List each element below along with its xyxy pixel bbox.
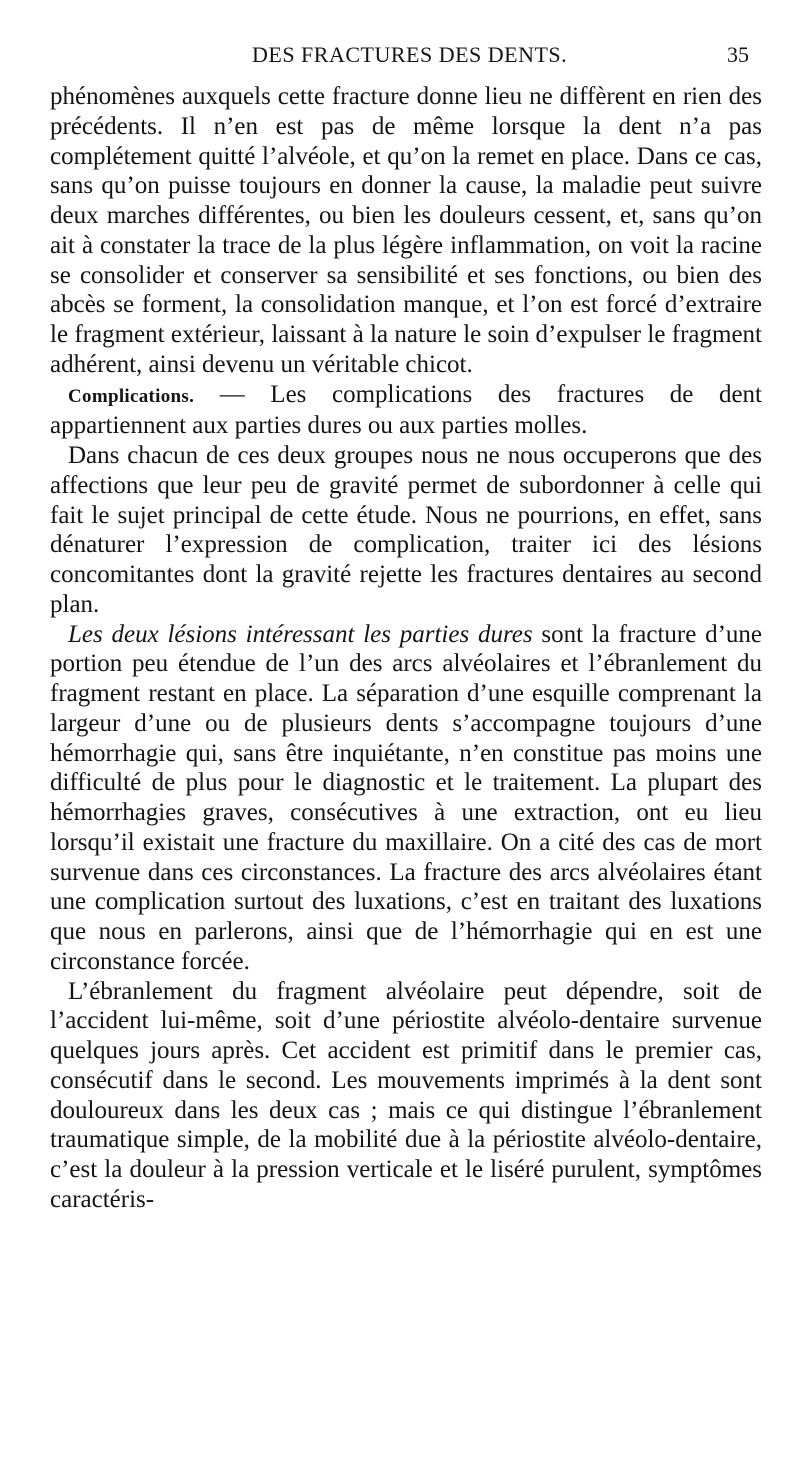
paragraph-text: sont la fracture d’une portion peu étendue de l’un des arcs alvéolaires et l’ébranlement du fragment restant en place. La séparation d’une esquille comprenant la largeur d’une ou de plusieurs dents s’accompagne toujours d’une hémorrhagie qui, sans être inquiétante, n’en constitue pas moins une difficulté de plus pour le diagnostic et le traitement. La plupart des hémorrhagies graves, consécutives à une extraction, ont eu lieu lorsqu’il existait une fracture du maxillaire. On a cité des cas de mort survenue dans ces circonstances. La fracture des arcs alvéolaires étant une complication surtout des luxations, c’est en traitant des luxations que nous en parlerons, ainsi que de l’hémorrhagie qui en est une circonstance forcée.: [50, 620, 762, 975]
paragraph-groups: [50, 441, 762, 620]
paragraph-continuation: [50, 82, 762, 380]
running-head: DES FRACTURES DES DENTS.: [252, 42, 568, 67]
paragraph-text: Dans chacun de ces deux groupes nous ne nous occuperons que des affections que leur peu de gravité permet de subordonner à celle qui fait le sujet principal de cette étude. Nous ne pourrions, en effet, sans dénaturer l’expression de complication, traiter ici des lésions concomitantes dont la gravité rejette les fractures dentaires au second plan.: [50, 442, 762, 618]
section-heading-complications: Complications.: [68, 385, 195, 407]
page-number: 35: [727, 42, 749, 67]
paragraph-text: L’ébranlement du fragment alvéolaire peut dépendre, soit de l’accident lui-même, soit d’une périostite alvéolo-dentaire survenue quelques jours après. Cet accident est primitif dans le premier cas, consécutif dans le second. Les mouvements imprimés à la dent sont douloureux dans les deux cas ; mais ce qui distingue l’ébranlement traumatique simple, de la mobilité due à la périostite alvéolo-dentaire, c’est la douleur à la pression verticale et le liséré purulent, symptômes caractéris-: [50, 977, 762, 1213]
body-text: [50, 82, 762, 1215]
italic-lead-phrase: Les deux lésions intéressant les parties dures: [68, 620, 533, 648]
paragraph-complications: [50, 380, 762, 442]
paragraph-text: phénomènes auxquels cette fracture donne lieu ne diffèrent en rien des précédents. Il n’en est pas de même lorsque la dent n’a pas complétement quitté l’alvéole, et qu’on la remet en place. Dans ce cas, sans qu’on puisse toujours en donner la cause, la maladie peut suivre deux marches différentes, ou bien les douleurs cessent, et, sans qu’on ait à constater la trace de la plus légère inflammation, on voit la racine se consolider et conserver sa sensibilité et ses fonctions, ou bien des abcès se forment, la consolidation manque, et l’on est forcé d’extraire le fragment extérieur, laissant à la nature le soin d’expulser le fragment adhérent, ainsi devenu un véritable chicot.: [50, 83, 762, 378]
page-header: [0, 42, 800, 76]
paragraph-text: — Les complications des fractures de dent appartiennent aux parties dures ou aux parties molles.: [50, 380, 762, 440]
paragraph-ebranlement: [50, 977, 762, 1215]
paragraph-hard-parts: [50, 620, 762, 977]
